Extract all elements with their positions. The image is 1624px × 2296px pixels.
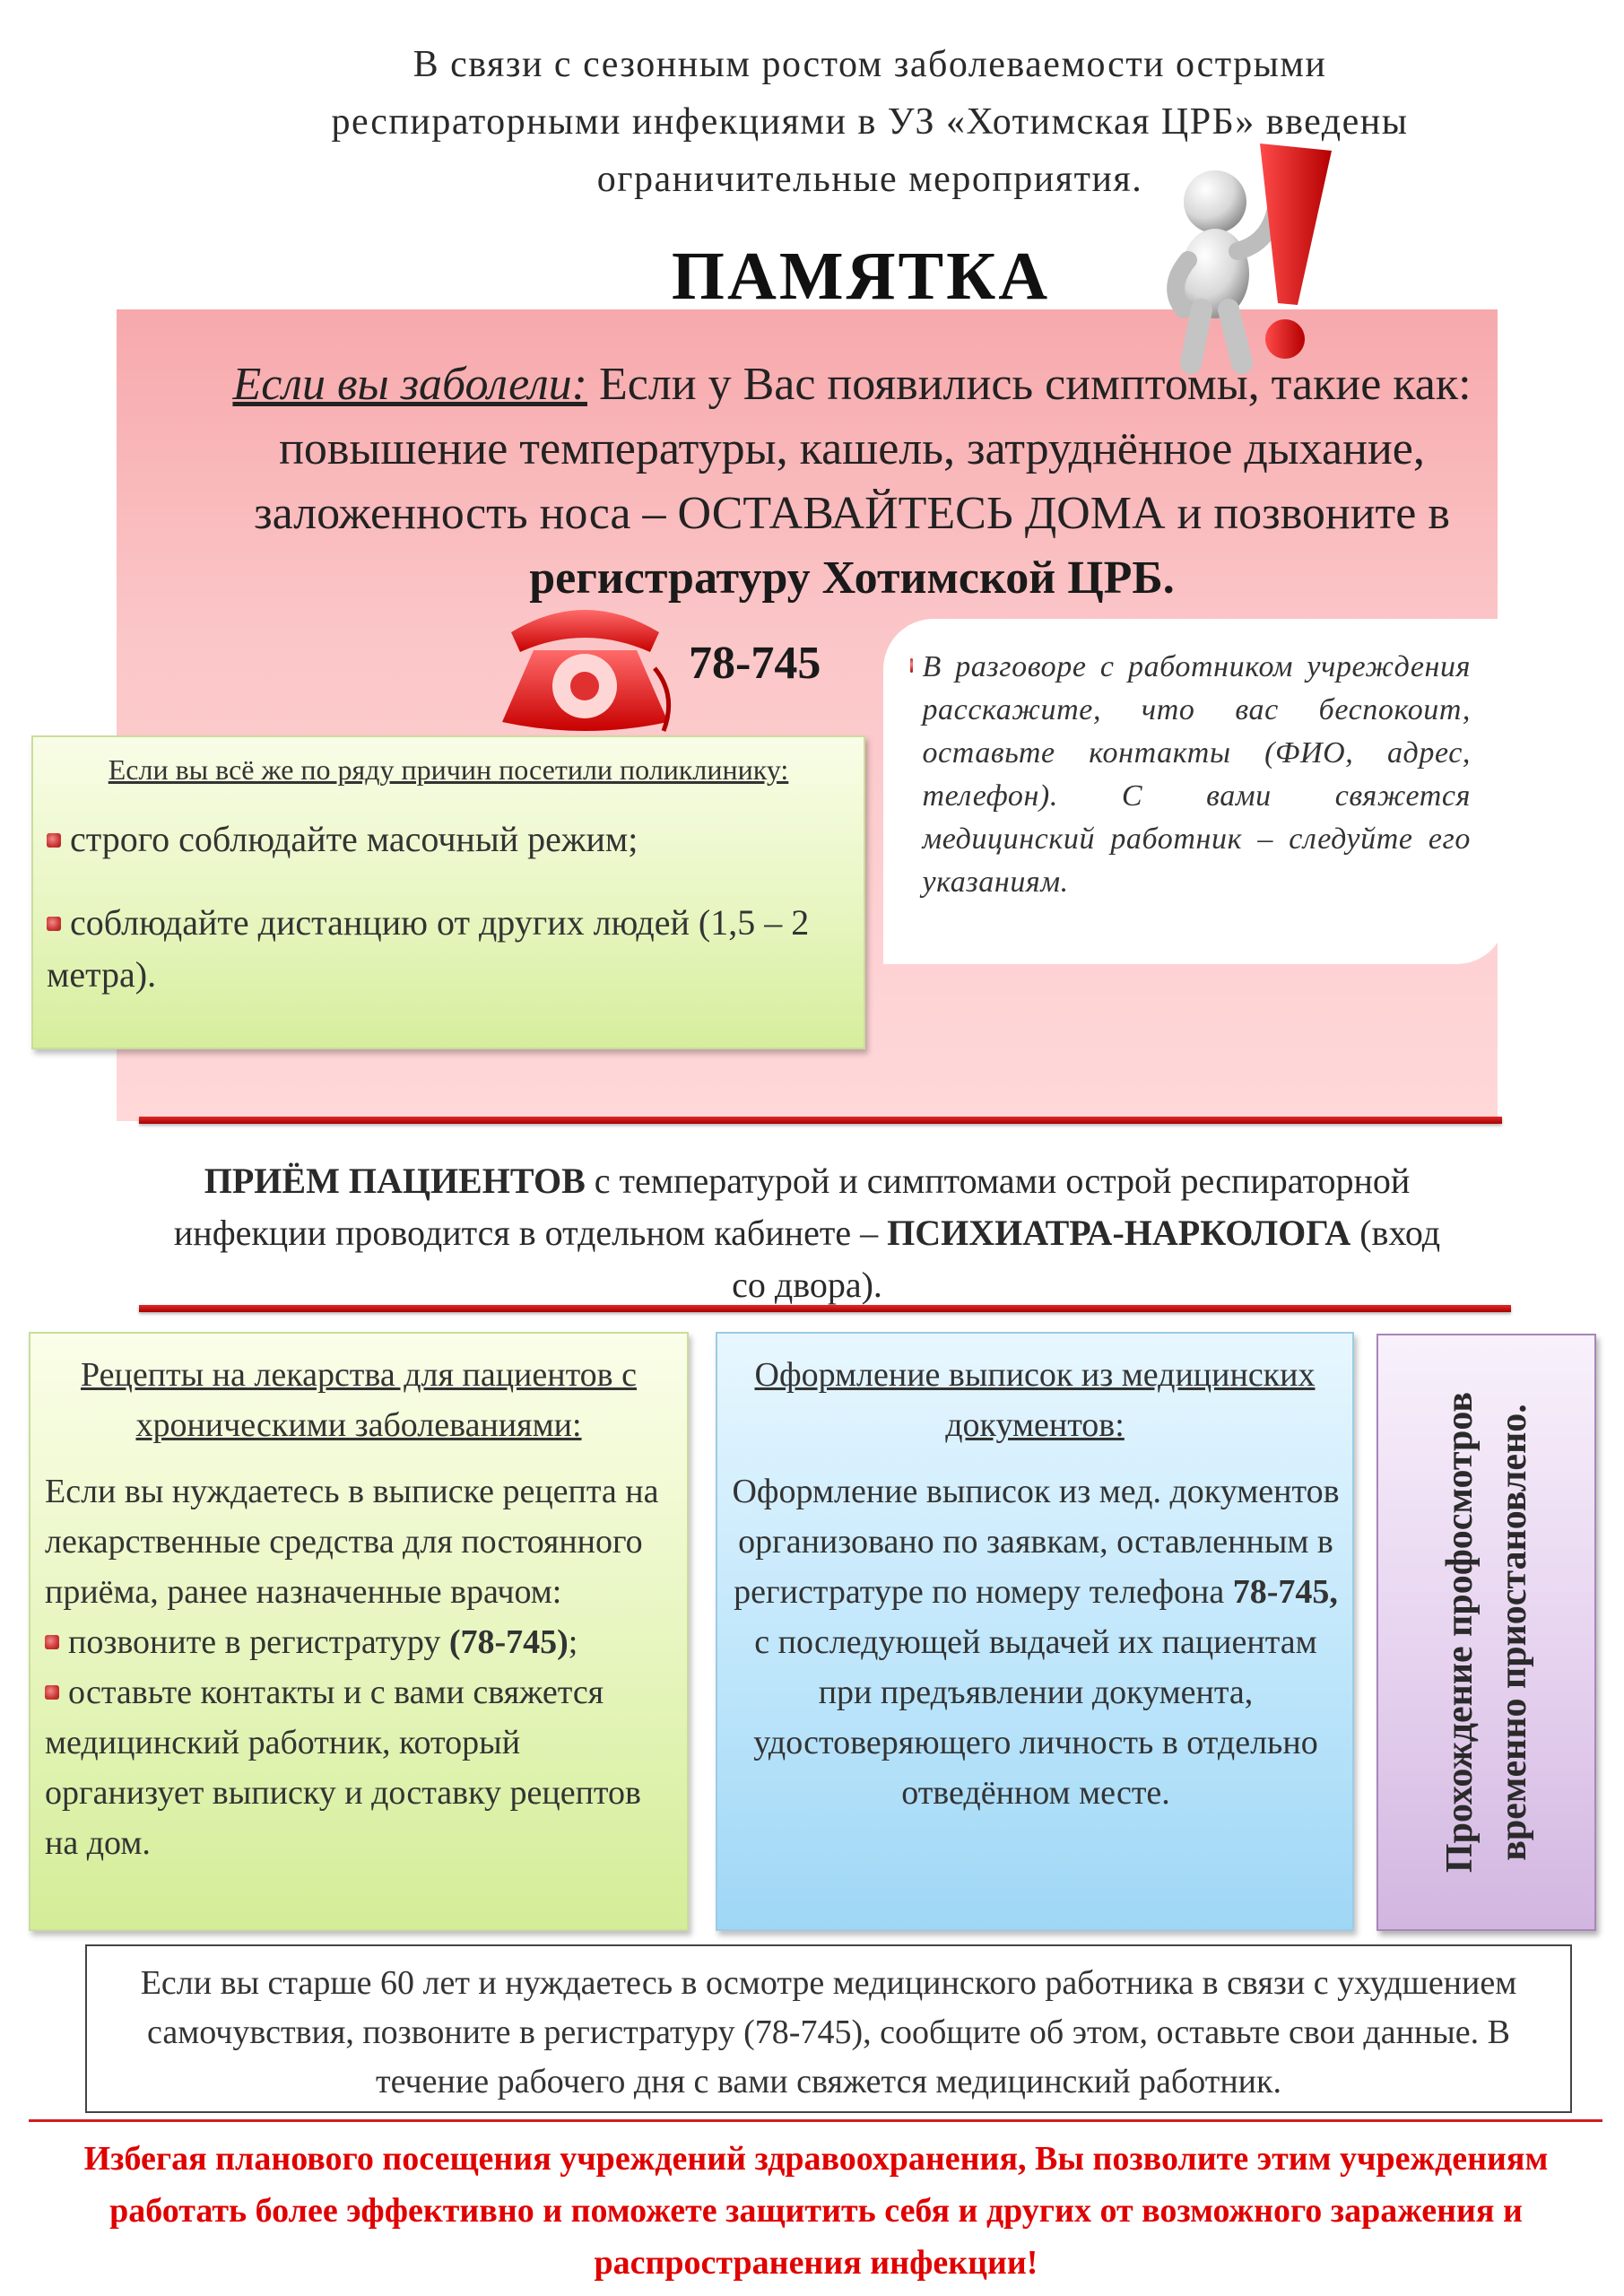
- list-item: [45, 1617, 682, 1667]
- red-divider: [139, 1117, 1502, 1124]
- red-divider: [29, 2119, 1602, 2122]
- conversation-text: В разговоре с работником учреждения расскажите, что вас беспокоит, оставьте контакты (ФИО, адрес, телефон). С вами свяжется медицинский работник – следуйте его указаниям.: [922, 650, 1471, 899]
- list-item-end: ;: [568, 1623, 578, 1661]
- prescriptions-intro: Если вы нуждаетесь в выписке рецепта на лекарственные средства для постоянного приёма, ранее назначенные врачом:: [45, 1473, 659, 1611]
- reception-bold: ПРИЁМ ПАЦИЕНТОВ: [204, 1161, 586, 1201]
- sick-lead: Если вы заболели:: [232, 359, 587, 410]
- intro-line: В связи с сезонным ростом заболеваемости острыми: [413, 44, 1327, 85]
- reception-entrance: (вход со двора).: [732, 1213, 1441, 1305]
- extracts-text-end: с последующей выдачей их пациентам при предъявлении документа, удостоверяющего личность в отдельно отведённом месте.: [753, 1623, 1318, 1812]
- extracts-box: [716, 1332, 1354, 1931]
- telephone-icon: [493, 596, 677, 735]
- red-divider: [139, 1305, 1511, 1312]
- bullet-icon: [910, 658, 913, 673]
- clinic-visit-box: [31, 735, 865, 1049]
- list-item-text: строго соблюдайте масочный режим;: [70, 819, 638, 859]
- list-item: [45, 1667, 682, 1868]
- sick-body: Если у Вас появились симптомы, такие как: повышение температуры, кашель, затруднённое дыхание, заложенность носа – ОСТАВАЙТЕСЬ ДОМА и позвоните в: [254, 359, 1472, 539]
- elderly-notice: Если вы старше 60 лет и нуждаетесь в осмотре медицинского работника в связи с ухудшением самочувствия, позвоните в регистратуру (78-745), сообщите об этом, оставьте свои данные. В течение рабочего дня с вами свяжется медицинский работник.: [140, 1964, 1517, 2100]
- phone-number: (78-745): [448, 1623, 569, 1661]
- elderly-notice-box: [85, 1944, 1572, 2113]
- reception-text: с температурой и симптомами острой респираторной инфекции проводится в отдельном кабинете –: [173, 1161, 1411, 1253]
- extracts-text: Оформление выписок из мед. документов организовано по заявкам, оставленным в регистратуре по номеру телефона: [732, 1473, 1340, 1611]
- sick-instructions: [215, 352, 1489, 611]
- reception-notice: [170, 1155, 1444, 1311]
- list-item: [47, 897, 854, 1001]
- prescriptions-body: [45, 1466, 682, 1868]
- clinic-visit-heading: Если вы всё же по ряду причин посетили поликлинику:: [108, 753, 789, 786]
- reception-room: ПСИХИАТРА-НАРКОЛОГА: [887, 1213, 1351, 1253]
- list-item: [47, 818, 638, 860]
- prescriptions-heading: Рецепты на лекарства для пациентов с хроническими заболеваниями:: [80, 1356, 637, 1444]
- intro-line: респираторными инфекциями в УЗ «Хотимская ЦРБ» введены: [331, 101, 1409, 143]
- extracts-body: [726, 1466, 1345, 1818]
- checkups-notice: Прохождение профосмотров временно приостановлено.: [1438, 1391, 1534, 1874]
- prescriptions-box: [29, 1332, 689, 1931]
- list-item-text: соблюдайте дистанцию от других людей (1,5 – 2 метра).: [47, 902, 810, 995]
- footer-warning: Избегая планового посещения учреждений здравоохранения, Вы позволите этим учреждениям работать более эффективно и поможете защитить себя и других от возможного заражения и распространения инфекции!: [83, 2140, 1549, 2282]
- bullet-icon: [45, 1685, 59, 1700]
- list-item-text: позвоните в регистратуру: [68, 1623, 449, 1661]
- bullet-icon: [47, 833, 61, 848]
- checkups-box: [1376, 1334, 1596, 1931]
- extracts-heading: Оформление выписок из медицинских документов:: [754, 1356, 1316, 1444]
- phone-number: 78-745,: [1232, 1573, 1338, 1611]
- phone-number: 78-745: [689, 638, 821, 689]
- intro-line: ограничительные мероприятия.: [596, 159, 1143, 200]
- bullet-icon: [47, 917, 61, 931]
- page-title: ПАМЯТКА: [671, 239, 1051, 314]
- bullet-icon: [45, 1635, 59, 1649]
- conversation-box: [883, 619, 1507, 964]
- exclamation-icon: [1242, 135, 1341, 368]
- registry-name: регистратуру Хотимской ЦРБ.: [529, 552, 1175, 604]
- list-item-text: оставьте контакты и с вами свяжется медицинский работник, который организует выписку и доставку рецептов на дом.: [45, 1674, 641, 1862]
